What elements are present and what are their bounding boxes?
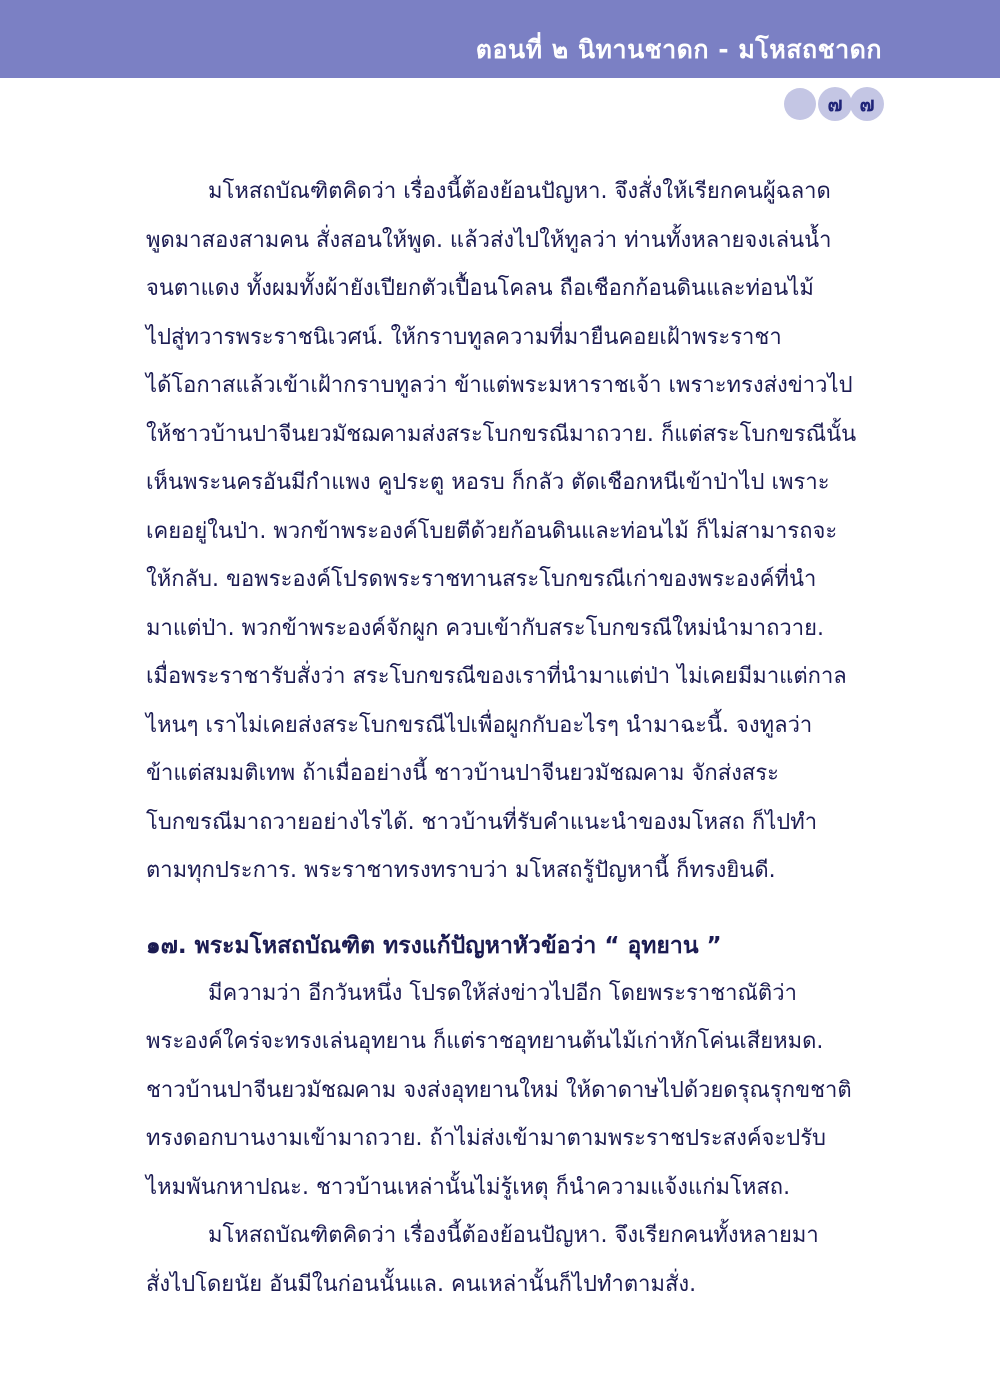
body-text [146,168,882,1309]
text-line: ตามทุกประการ. พระราชาทรงทราบว่า มโหสถรู้ปัญหานี้ ก็ทรงยินดี. [146,858,776,883]
text-line: พูดมาสองสามคน สั่งสอนให้พูด. แล้วส่งไปให้ทูลว่า ท่านทั้งหลายจงเล่นน้ำ [146,227,832,253]
text-line: โบกขรณีมาถวายอย่างไรได้. ชาวบ้านที่รับคำแนะนำของมโหสถ ก็ไปทำ [146,809,818,835]
text-line: ได้โอกาสแล้วเข้าเฝ้ากราบทูลว่า ข้าแต่พระมหาราชเจ้า เพราะทรงส่งข่าวไป [146,373,853,398]
section-heading: ๑๗. พระมโหสถบัณฑิต ทรงแก้ปัญหาหัวข้อว่า “ อุทยาน ” [146,932,722,959]
text-line: เคยอยู่ในป่า. พวกข้าพระองค์โบยตีด้วยก้อนดินและท่อนไม้ ก็ไม่สามารถจะ [146,518,838,544]
paragraph-1 [146,168,882,896]
text-line: ไหนๆ เราไม่เคยส่งสระโบกขรณีไปเพื่อผูกกับอะไรๆ นำมาฉะนี้. จงทูลว่า [146,712,813,738]
text-line: มีความว่า อีกวันหนึ่ง โปรดให้ส่งข่าวไปอีก โดยพระราชาณัติว่า [208,980,797,1006]
text-line: จนตาแดง ทั้งผมทั้งผ้ายังเปียกตัวเปื้อนโคลน ถือเชือกก้อนดินและท่อนไม้ [146,276,814,301]
section-gap [146,896,882,922]
text-line: เห็นพระนครอันมีกำแพง คูประตู หอรบ ก็กลัว ตัดเชือกหนีเข้าป่าไป เพราะ [146,470,830,495]
text-line: มาแต่ป่า. พวกข้าพระองค์จักผูก ควบเข้ากับสระโบกขรณีใหม่นำมาถวาย. [146,615,824,641]
text-line: ทรงดอกบานงามเข้ามาถวาย. ถ้าไม่ส่งเข้ามาตามพระราชประสงค์จะปรับ [146,1126,827,1151]
chapter-title: ตอนที่ ๒ นิทานชาดก - มโหสถชาดก [475,35,882,64]
text-line: ชาวบ้านปาจีนยวมัชฌคาม จงส่งอุทยานใหม่ ให้ดาดาษไปด้วยดรุณรุกขชาติ [146,1077,852,1103]
text-line: ไปสู่ทวารพระราชนิเวศน์. ให้กราบทูลความที่มายืนคอยเฝ้าพระราชา [146,324,782,350]
header-bar [0,0,1000,78]
text-line: ให้กลับ. ขอพระองค์โปรดพระราชทานสระโบกขรณีเก่าของพระองค์ที่นำ [146,567,817,592]
page-number-digit: ๗ [850,87,884,121]
text-line: มโหสถบัณฑิตคิดว่า เรื่องนี้ต้องย้อนปัญหา. จึงเรียกคนทั้งหลายมา [208,1223,819,1248]
page-number-dot [784,88,816,120]
text-line: มโหสถบัณฑิตคิดว่า เรื่องนี้ต้องย้อนปัญหา. จึงสั่งให้เรียกคนผู้ฉลาด [208,179,831,204]
text-line: สั่งไปโดยนัย อันมีในก่อนนั้นแล. คนเหล่านั้นก็ไปทำตามสั่ง. [146,1271,697,1297]
section-17 [146,922,882,1310]
text-line: ไหมพันกหาปณะ. ชาวบ้านเหล่านั้นไม่รู้เหตุ ก็นำความแจ้งแก่มโหสถ. [146,1174,791,1200]
page-number-digit: ๗ [818,87,852,121]
text-line: เมื่อพระราชารับสั่งว่า สระโบกขรณีของเราที่นำมาแต่ป่า ไม่เคยมีมาแต่กาล [146,664,847,689]
text-line: พระองค์ใคร่จะทรงเล่นอุทยาน ก็แต่ราชอุทยานต้นไม้เก่าหักโค่นเสียหมด. [146,1029,824,1054]
text-line: ข้าแต่สมมติเทพ ถ้าเมื่ออย่างนี้ ชาวบ้านปาจีนยวมัชฌคาม จักส่งสระ [146,761,779,786]
page-number [784,87,884,121]
text-line: ให้ชาวบ้านปาจีนยวมัชฌคามส่งสระโบกขรณีมาถวาย. ก็แต่สระโบกขรณีนั้น [146,421,857,447]
